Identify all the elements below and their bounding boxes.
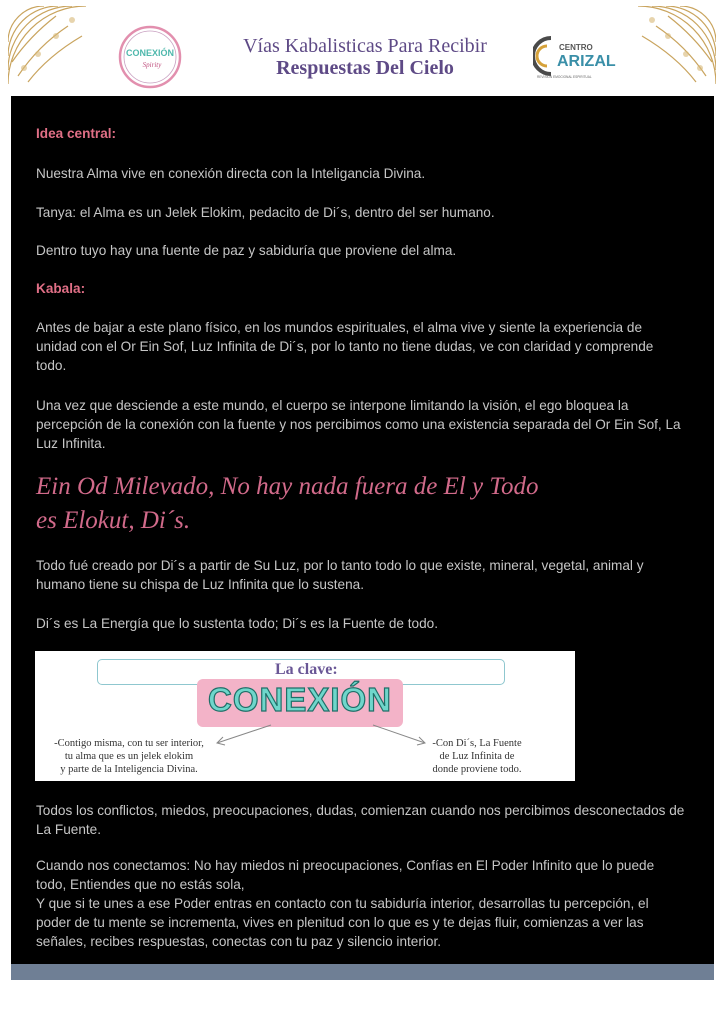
paragraph-2: Tanya: el Alma es un Jelek Elokim, pedacito de Di´s, dentro del ser humano. <box>36 205 495 220</box>
paragraph-5: Una vez que desciende a este mundo, el cuerpo se interpone limitando la visión, el ego bloquea la percepción de la conexión con la fuente y nos percibimos como una existencia separada del Or Ein Sof, La Luz Infinita. <box>36 398 681 451</box>
svg-text:ARIZAL: ARIZAL <box>557 53 616 70</box>
svg-text:CENTRO: CENTRO <box>559 43 593 52</box>
paragraph-6: Todo fué creado por Di´s a partir de Su Luz, por lo tanto todo lo que existe, mineral, vegetal, animal y humano tiene su chispa de Luz Infinita que lo sustena. <box>36 558 644 592</box>
svg-text:REVISIÓN EMOCIONAL ESPIRITUAL: REVISIÓN EMOCIONAL ESPIRITUAL <box>537 75 592 79</box>
paragraph-9b: Y que si te unes a ese Poder entras en contacto con tu sabiduría interior, desarrollas tu percepción, el poder de tu mente se incrementa, vives en plenitud con lo que es y te dejas fluir, comienzas a ver las señales, recibes respuestas, conectas con tu paz y silencio interior. <box>36 896 649 949</box>
conexion-word: CONEXIÓN <box>207 681 393 718</box>
document-title <box>200 35 530 79</box>
clave-label: La clave: <box>275 661 338 678</box>
mandala-ornament-left-icon <box>8 6 108 84</box>
svg-text:Spirity: Spirity <box>142 61 162 69</box>
title-line-2: Respuestas Del Cielo <box>276 57 454 79</box>
clave-right-caption: -Con Di´s, La Fuente de Luz Infinita de donde proviene todo. <box>432 738 522 775</box>
clave-conexion-graphic <box>35 651 575 781</box>
paragraph-9a: Cuando nos conectamos: No hay miedos ni preocupaciones, Confías en El Poder Infinito que lo puede todo, Entiendes que no estás sola, <box>36 858 655 892</box>
clave-left-caption: -Contigo misma, con tu ser interior, tu alma que es un jelek elokim y parte de la Inteligencia Divina. <box>54 738 204 775</box>
centro-arizal-logo <box>533 32 619 82</box>
page-header <box>0 0 724 96</box>
conexion-spirity-logo <box>118 25 182 89</box>
paragraph-7: Di´s es La Energía que lo sustenta todo; Di´s es la Fuente de todo. <box>36 616 439 631</box>
paragraph-1: Nuestra Alma vive en conexión directa con la Inteligancia Divina. <box>36 166 426 181</box>
heading-kabala: Kabala: <box>36 281 86 296</box>
paragraph-3: Dentro tuyo hay una fuente de paz y sabiduría que proviene del alma. <box>36 243 457 258</box>
paragraph-8: Todos los conflictos, miedos, preocupaciones, dudas, comienzan cuando nos percibimos desconectados de La Fuente. <box>36 803 685 837</box>
page-footer <box>11 964 714 980</box>
svg-text:CONEXIÓN: CONEXIÓN <box>125 48 175 58</box>
quote-line-2: es Elokut, Di´s. <box>36 507 191 534</box>
mandala-ornament-right-icon <box>616 6 716 84</box>
quote-line-1: Ein Od Milevado, No hay nada fuera de El y Todo <box>36 473 539 500</box>
title-line-1: Vías Kabalisticas Para Recibir <box>243 35 487 57</box>
heading-idea-central: Idea central: <box>36 126 117 141</box>
paragraph-4: Antes de bajar a este plano físico, en los mundos espirituales, el alma vive y siente la experiencia de unidad con el Or Ein Sof, Luz Infinita de Di´s, por lo tanto no tiene dudas, ve con claridad y comprende todo. <box>36 320 654 373</box>
